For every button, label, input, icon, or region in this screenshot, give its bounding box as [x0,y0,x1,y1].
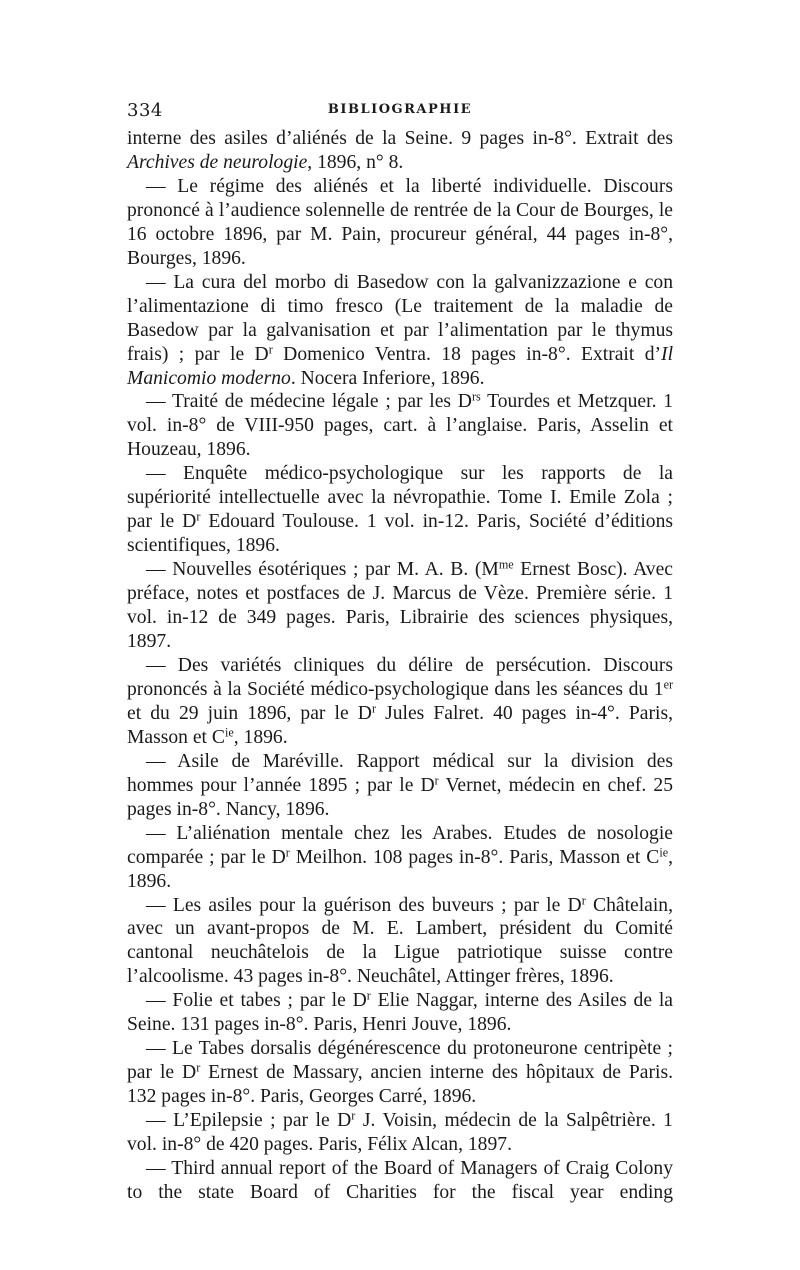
bibliography-entry: — L’Epilepsie ; par le $D^r$ J. Voisin, médecin de la Salpêtrière. 1 vol. in-8° de 420 pages. Paris, Félix Alcan, 1897. [127,1108,673,1156]
bibliography-entry: — La cura del morbo di Basedow con la galvanizzazione e con l’alimentazione di timo fresco (Le traitement de la maladie de Basedow par la galvanisation et par l’alimentation par le thymus frais) ; par le $D^r$ Domenico Ventra. 18 pages in-8°. Extrait d’Il Manicomio moderno. Nocera Inferiore, 1896. [127,271,674,389]
bibliography-entry: — Folie et tabes ; par le $D^r$ Elie Naggar, interne des Asiles de la Seine. 131 pages in-8°. Paris, Henri Jouve, 1896. [127,988,673,1036]
bibliography-entry: — Third annual report of the Board of Managers of Craig Colony to the state Board of Charities for the fiscal year ending [127,1157,673,1203]
bibliography-text [127,127,673,1205]
page-number: 334 [127,100,163,121]
bibliography-entry: — Traité de médecine légale ; par les $D^{rs}$ Tourdes et Metzquer. 1 vol. in-8° de VIII-950 pages, cart. à l’anglaise. Paris, Asselin et Houzeau, 1896. [127,389,673,461]
bibliography-entry: — Le régime des aliénés et la liberté individuelle. Discours prononcé à l’audience solennelle de rentrée de la Cour de Bourges, le 16 octobre 1896, par M. Pain, procureur général, 44 pages in-8°, Bourges, 1896. [127,175,673,269]
bibliography-entry: — Des variétés cliniques du délire de persécution. Discours prononcés à la Société médico-psychologique dans les séances du 1er et du 29 juin 1896, par le $D^r$ Jules Falret. 40 pages in-4°. Paris, Masson et $C^{ie}$, 1896. [127,654,673,748]
page-header [127,100,673,124]
bibliography-entry: — Le Tabes dorsalis dégénérescence du protoneurone centripète ; par le $D^r$ Ernest de Massary, ancien interne des hôpitaux de Paris. 132 pages in-8°. Paris, Georges Carré, 1896. [127,1038,673,1108]
bibliography-entry: — Nouvelles ésotériques ; par M. A. B. ($M^{me}$ Ernest Bosc). Avec préface, notes et postfaces de J. Marcus de Vèze. Première série. 1 vol. in-12 de 349 pages. Paris, Librairie des sciences physiques, 1897. [127,557,673,653]
bibliography-entry: interne des asiles d’aliénés de la Seine. 9 pages in-8°. Extrait des Archives de neurologie, 1896, n° 8. [127,128,673,173]
bibliography-entry: — Les asiles pour la guérison des buveurs ; par le $D^r$ Châtelain, avec un avant-propos de M. E. Lambert, président du Comité cantonal neuchâtelois de la Ligue patriotique suisse contre l’alcoolisme. 43 pages in-8°. Neuchâtel, Attinger frères, 1896. [127,892,673,988]
bibliography-entry: — L’aliénation mentale chez les Arabes. Etudes de nosologie comparée ; par le $D^r$ Meilhon. 108 pages in-8°. Paris, Masson et $C^{ie}$, 1896. [127,822,673,892]
bibliography-entry: — Enquête médico-psychologique sur les rapports de la supériorité intellectuelle avec la névropathie. Tome I. Emile Zola ; par le $D^r$ Edouard Toulouse. 1 vol. in-12. Paris, Société d’éditions scientifiques, 1896. [127,463,674,557]
running-head: BIBLIOGRAPHIE [327,102,473,117]
bibliography-entry: — Asile de Maréville. Rapport médical sur la division des hommes pour l’année 1895 ; par le $D^r$ Vernet, médecin en chef. 25 pages in-8°. Nancy, 1896. [127,750,673,820]
